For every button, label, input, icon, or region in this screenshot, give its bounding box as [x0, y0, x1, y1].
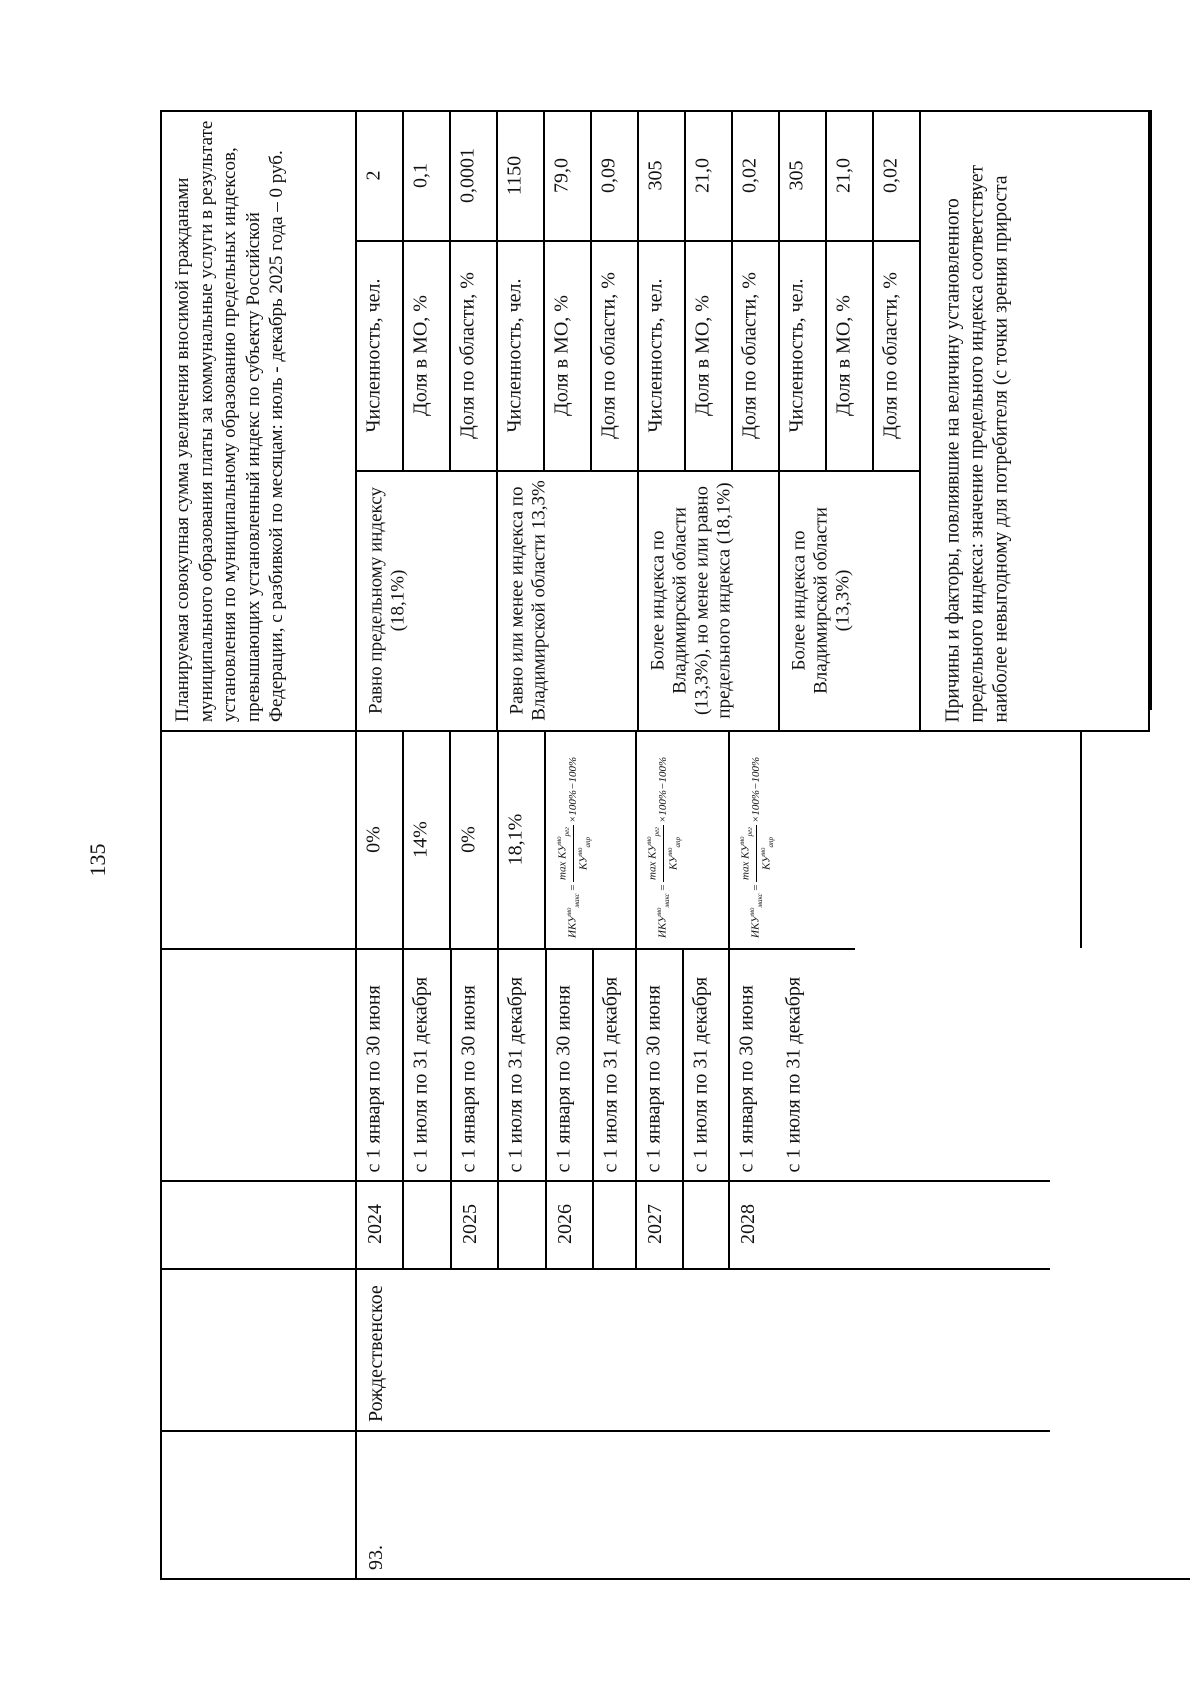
group-divider: [778, 110, 780, 730]
period-2024-2: с 1 июля по 31 декабря: [409, 976, 431, 1172]
period-2028-2: с 1 июля по 31 декабря: [782, 976, 804, 1172]
metric-1-1: Численность, чел.: [362, 278, 384, 432]
year-divider: [635, 948, 637, 1268]
row-name: Рождественское: [365, 1285, 387, 1422]
period-2027-2: с 1 июля по 31 декабря: [689, 976, 711, 1172]
formula-fraction: $\max КУ^{мо}_{рег}$ $КУ^{мо}_{апр}$: [738, 827, 775, 880]
year-divider: [728, 948, 730, 1268]
table-border-left: [160, 110, 162, 1578]
period-2028-1: с 1 января по 30 июня: [735, 984, 757, 1172]
formula-lhs: $ИКУ^{мо}_{макс}$: [748, 893, 765, 938]
metric-2-2: Доля в МО, %: [550, 294, 572, 416]
period-divider: [497, 948, 499, 1268]
metric-3-2: Доля в МО, %: [691, 294, 713, 416]
value-2-2: 79,0: [550, 157, 572, 193]
metric-row-divider: [684, 110, 686, 470]
period-2025-2: с 1 июля по 31 декабря: [504, 976, 526, 1172]
formula-2027: $ИКУ^{мо}_{макс}$ = $\max КУ^{мо}_{рег}$ $КУ^{мо}_{апр}$ ×100%−100%: [645, 756, 682, 938]
table-border-right: [1150, 110, 1152, 710]
value-3-2: 21,0: [691, 157, 713, 193]
period-divider: [402, 948, 404, 1268]
metric-row-divider: [543, 110, 545, 470]
formula-fraction: $\max КУ^{мо}_{рег}$ $КУ^{мо}_{апр}$: [645, 827, 682, 880]
period-2024-1: с 1 января по 30 июня: [362, 984, 384, 1172]
metric-4-1: Численность, чел.: [785, 278, 807, 432]
metric-1-3: Доля по области, %: [456, 271, 478, 439]
year-label-2025: 2025: [459, 1204, 481, 1244]
value-metric-divider: [355, 240, 919, 242]
metric-2-3: Доля по области, %: [597, 271, 619, 439]
period-2026-1: с 1 января по 30 июня: [552, 984, 574, 1172]
metric-1-2: Доля в МО, %: [409, 294, 431, 416]
metric-row-divider: [872, 110, 874, 470]
value-divider: [402, 730, 404, 948]
header-description: Планируемая совокупная сумма увеличения вносимой гражданами муниципального образования платы за коммунальные услуги в результате установления по муниципальному образованию предельных индексов, превышающих установленный индекс по субъекту Российской Федерации, с разбивкой по месяцам: июль - декабрь 2025 года – 0 руб.: [172, 120, 287, 722]
metric-label-divider: [355, 470, 919, 472]
metric-3-1: Численность, чел.: [644, 278, 666, 432]
metric-3-3: Доля по области, %: [738, 271, 760, 439]
value-1-3: 0,0001: [456, 147, 478, 203]
period-2026-2: с 1 июля по 31 декабря: [599, 976, 621, 1172]
page-number: 135: [85, 843, 110, 877]
formula-2026: $ИКУ^{мо}_{макс}$ = $\max КУ^{мо}_{рег}$ $КУ^{мо}_{апр}$ ×100%−100%: [555, 756, 592, 938]
metric-row-divider: [825, 110, 827, 470]
year-label-2024: 2024: [364, 1204, 386, 1244]
value-2-1: 1150: [503, 155, 525, 195]
footer-reasons: Причины и факторы, повлиявшие на величину установленного предельного индекса: значение предельного индекса соответствует наиболее невыгодному для потребителя (с точки зрения прироста: [942, 164, 1011, 722]
value-4-2: 21,0: [832, 157, 854, 193]
formula-lhs: $ИКУ^{мо}_{макс}$: [655, 893, 672, 938]
value-3-3: 0,02: [738, 157, 760, 193]
value-2-3: 0,09: [597, 157, 619, 193]
period-2027-1: с 1 января по 30 июня: [642, 984, 664, 1172]
metric-4-3: Доля по области, %: [879, 271, 901, 439]
period-2025-1: с 1 января по 30 июня: [457, 984, 479, 1172]
metric-row-divider: [402, 110, 404, 470]
table-border-bottom: [160, 1578, 1190, 1580]
group-label-4: Более индекса по Владимирской области (13,3%): [788, 506, 853, 694]
value-divider: [497, 730, 499, 948]
value-3-1: 305: [644, 160, 666, 190]
metric-4-2: Доля в МО, %: [832, 294, 854, 416]
group-divider: [919, 110, 921, 730]
value-divider: [449, 730, 451, 948]
year-label-2027: 2027: [644, 1204, 666, 1244]
value-divider: [544, 730, 546, 948]
col-divider-name: [160, 1430, 1050, 1432]
year-label-2026: 2026: [554, 1204, 576, 1244]
index-value-2024-1: 0%: [362, 825, 384, 853]
row-header-divider: [355, 110, 357, 1578]
metric-2-1: Численность, чел.: [503, 278, 525, 432]
group-divider: [496, 110, 498, 730]
value-1-2: 0,1: [409, 162, 431, 188]
year-divider: [450, 948, 452, 1268]
value-4-3: 0,02: [879, 157, 901, 193]
period-divider: [592, 948, 594, 1268]
value-1-1: 2: [362, 170, 384, 180]
index-value-2025-1: 0%: [457, 825, 479, 853]
index-value-2024-2: 14%: [409, 820, 431, 858]
formula-fraction: $\max КУ^{мо}_{рег}$ $КУ^{мо}_{апр}$: [555, 827, 592, 880]
metric-row-divider: [731, 110, 733, 470]
formula-2028: $ИКУ^{мо}_{макс}$ = $\max КУ^{мо}_{рег}$ $КУ^{мо}_{апр}$ ×100%−100%: [738, 756, 775, 938]
group-label-1: Равно предельному индексу (18,1%): [365, 486, 408, 714]
year-label-2028: 2028: [737, 1204, 759, 1244]
group-label-2: Равно или менее индекса по Владимирской области 13,3%: [506, 479, 549, 721]
table-border-right-bottom: [1148, 110, 1150, 730]
value-4-1: 305: [785, 160, 807, 190]
formula-lhs: $ИКУ^{мо}_{макс}$: [565, 893, 582, 938]
metric-row-divider: [449, 110, 451, 470]
year-divider: [545, 948, 547, 1268]
row-number: 93.: [365, 1545, 387, 1570]
group-label-3: Более индекса по Владимирской области (13,3%), но менее или равно предельного индекса (18,1%): [647, 481, 734, 719]
period-divider: [682, 948, 684, 1268]
metric-row-divider: [590, 110, 592, 470]
col-divider-years: [160, 1268, 1050, 1270]
group-divider: [637, 110, 639, 730]
formula-divider: [1080, 730, 1082, 948]
index-value-2025-2: 18,1%: [504, 813, 526, 865]
